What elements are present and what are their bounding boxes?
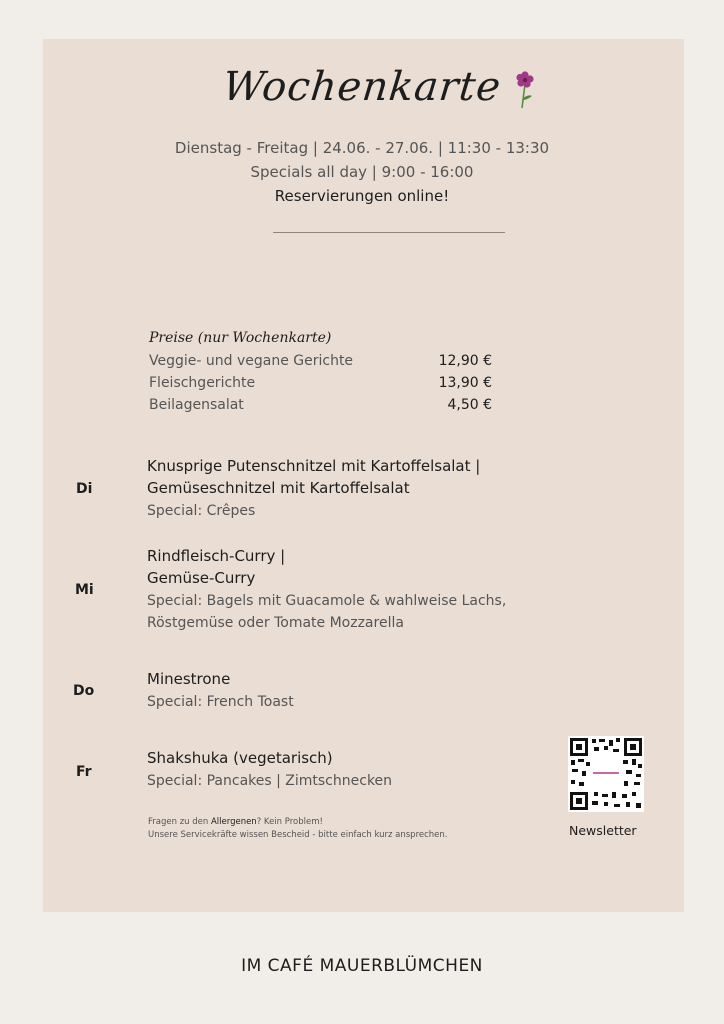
specials-hours: Specials all day | 9:00 - 16:00 <box>250 163 474 181</box>
allergen-highlight: Allergenen <box>210 817 257 827</box>
dish-line: Minestrone <box>147 670 231 688</box>
dish-line: Gemüse-Curry <box>147 569 256 587</box>
special-line: Special: Pancakes | Zimtschnecken <box>147 773 393 789</box>
price-label: Veggie- und vegane Gerichte <box>149 353 354 369</box>
price-label: Fleischgerichte <box>149 375 256 391</box>
price-amount: 13,90 € <box>438 375 492 391</box>
price-row <box>149 394 492 416</box>
day-label-fr: Fr <box>76 764 92 780</box>
price-list <box>149 330 492 416</box>
allergen-note-line2: Unsere Servicekräfte wissen Bescheid - bitte einfach kurz ansprechen. <box>148 830 448 840</box>
price-amount: 4,50 € <box>447 397 492 413</box>
flower-icon <box>515 70 535 110</box>
title-area <box>0 64 724 110</box>
price-list-title: Preise (nur Wochenkarte) <box>149 330 332 346</box>
page-title: Wochenkarte <box>220 64 504 110</box>
special-line: Röstgemüse oder Tomate Mozzarella <box>147 615 404 631</box>
special-line: Special: Bagels mit Guacamole & wahlweise Lachs, <box>147 593 507 609</box>
allergen-note-line1: Fragen zu den Allergenen? Kein Problem! <box>148 817 323 827</box>
dish-line: Shakshuka (vegetarisch) <box>147 749 333 767</box>
dish-line: Rindfleisch-Curry | <box>147 547 286 565</box>
price-row <box>149 372 492 394</box>
day-label-di: Di <box>76 481 93 497</box>
allergen-note <box>148 816 448 842</box>
newsletter-label: Newsletter <box>569 823 637 838</box>
dish-line: Gemüseschnitzel mit Kartoffelsalat <box>147 479 410 497</box>
reservation-note: Reservierungen online! <box>274 187 450 205</box>
price-row <box>149 350 492 372</box>
cafe-name: IM CAFÉ MAUERBLÜMCHEN <box>241 956 483 976</box>
dish-line: Knusprige Putenschnitzel mit Kartoffelsalat | <box>147 457 481 475</box>
qr-code-icon[interactable] <box>568 736 644 812</box>
day-label-mi: Mi <box>75 582 94 598</box>
price-amount: 12,90 € <box>438 353 492 369</box>
special-line: Special: Crêpes <box>147 503 256 519</box>
day-label-do: Do <box>73 683 95 699</box>
date-range: Dienstag - Freitag | 24.06. - 27.06. | 11:30 - 13:30 <box>174 139 550 157</box>
divider <box>273 232 505 233</box>
price-label: Beilagensalat <box>149 397 244 413</box>
special-line: Special: French Toast <box>147 694 294 710</box>
